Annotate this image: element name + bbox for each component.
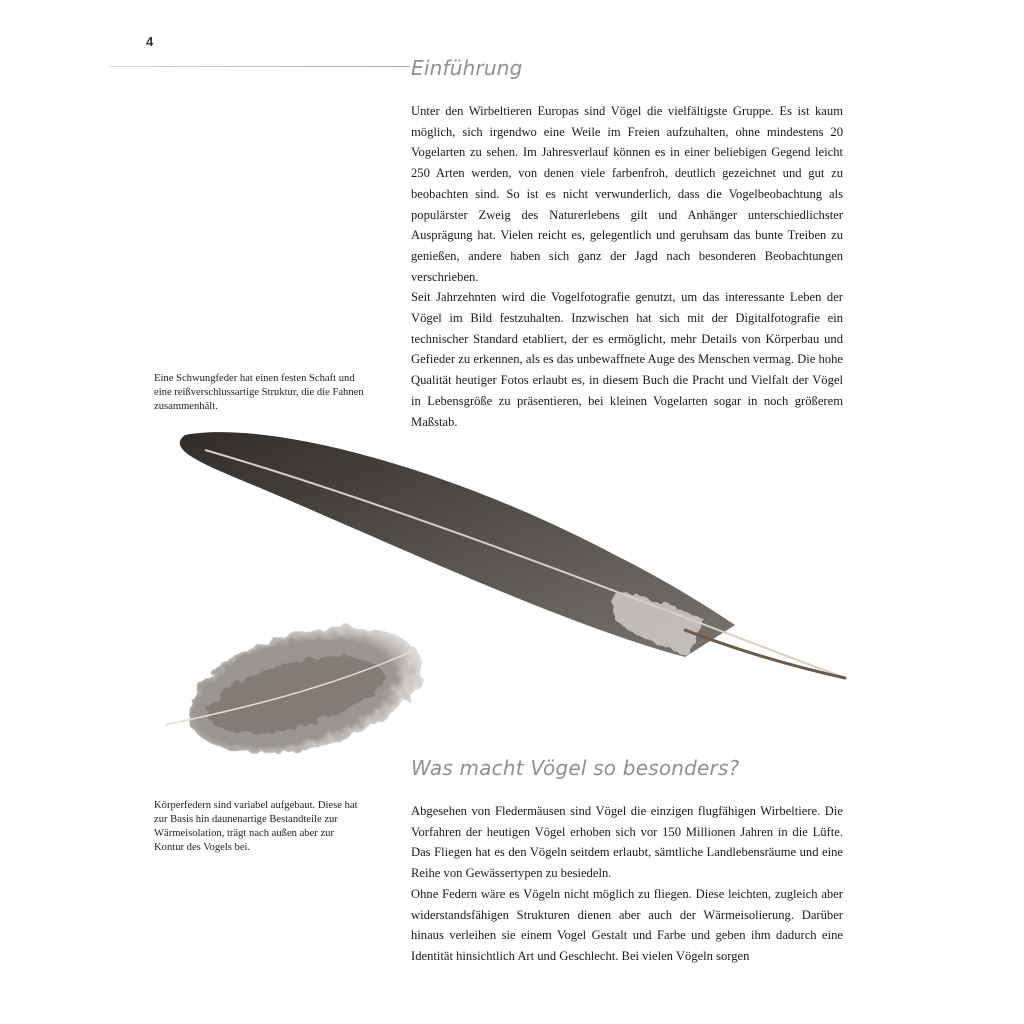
section-heading-what-makes-birds-special: Was macht Vögel so besonders?: [411, 756, 740, 780]
special-paragraph: Abgesehen von Fledermäusen sind Vögel die einzigen flugfähigen Wirbeltiere. Die Vorfahren der heutigen Vögel erhoben sich vor 150 Millionen Jahren in die Lüfte. Das Fliegen hat es den Vögeln seitdem erlaubt, sämtliche Landlebensräume und eine Reihe von Gewässertypen zu besiedeln.: [411, 804, 843, 881]
special-body: [411, 801, 843, 967]
header-rule: [110, 66, 410, 67]
page-number: 4: [146, 34, 154, 49]
special-paragraph: Ohne Federn wäre es Vögeln nicht möglich zu fliegen. Diese leichten, zugleich aber widerstandsfähigen Strukturen dienen aber auch der Wärmeisolierung. Darüber hinaus verleihen sie einem Vogel Gestalt und Farbe und geben ihm dadurch eine Identität hinsichtlich Art und Geschlecht. Bei vielen Vögeln sorgen: [411, 886, 843, 963]
caption-body-feather: Körperfedern sind variabel aufgebaut. Diese hat zur Basis hin daunenartige Bestandteile zur Wärmeisolation, trägt nach außen aber zur Kontur des Vogels bei.: [154, 800, 358, 853]
feathers-photo: [145, 395, 905, 780]
body-feather: [165, 605, 435, 776]
intro-paragraph: Unter den Wirbeltieren Europas sind Vögel die vielfältigste Gruppe. Es ist kaum möglich, sich irgendwo eine Weile im Freien aufzuhalten, ohne mindestens 20 Vogelarten zu sehen. Im Jahresverlauf können es in einer beliebigen Gegend leicht 250 Arten werden, von denen viele farbenfroh, deutlich gezeichnet und gut zu beobachten sind. So ist es nicht verwunderlich, dass die Vogelbeobachtung als populärster Zweig des Naturerlebens gilt und Anhänger unterschiedlichster Ausprägung hat. Vielen reicht es, gelegentlich und geruhsam das bunte Treiben zu genießen, andere haben sich ganz der Jagd nach besonderen Beobachtungen verschrieben.: [411, 104, 843, 284]
intro-paragraph: Seit Jahrzehnten wird die Vogelfotografie genutzt, um das interessante Leben der Vögel im Bild festzuhalten. Inzwischen hat sich mit der Digitalfotografie ein technischer Standard etabliert, der es ermöglicht, mehr Details von Körperbau und Gefieder zu erkennen, als es das unbewaffnete Auge des Menschen vermag. Die hohe Qualität heutiger Fotos erlaubt es, in diesem Buch die Pracht und Vielfalt der Vögel in Lebensgröße zu präsentieren, bei kleinen Vogelarten sogar in noch größerem Maßstab.: [411, 290, 843, 429]
section-heading-introduction: Einführung: [411, 56, 523, 80]
caption-flight-feather: Eine Schwungfeder hat einen festen Schaft und eine reißverschlussartige Struktur, die die Fahnen zusammenhält.: [154, 373, 364, 412]
intro-body: [411, 101, 843, 432]
